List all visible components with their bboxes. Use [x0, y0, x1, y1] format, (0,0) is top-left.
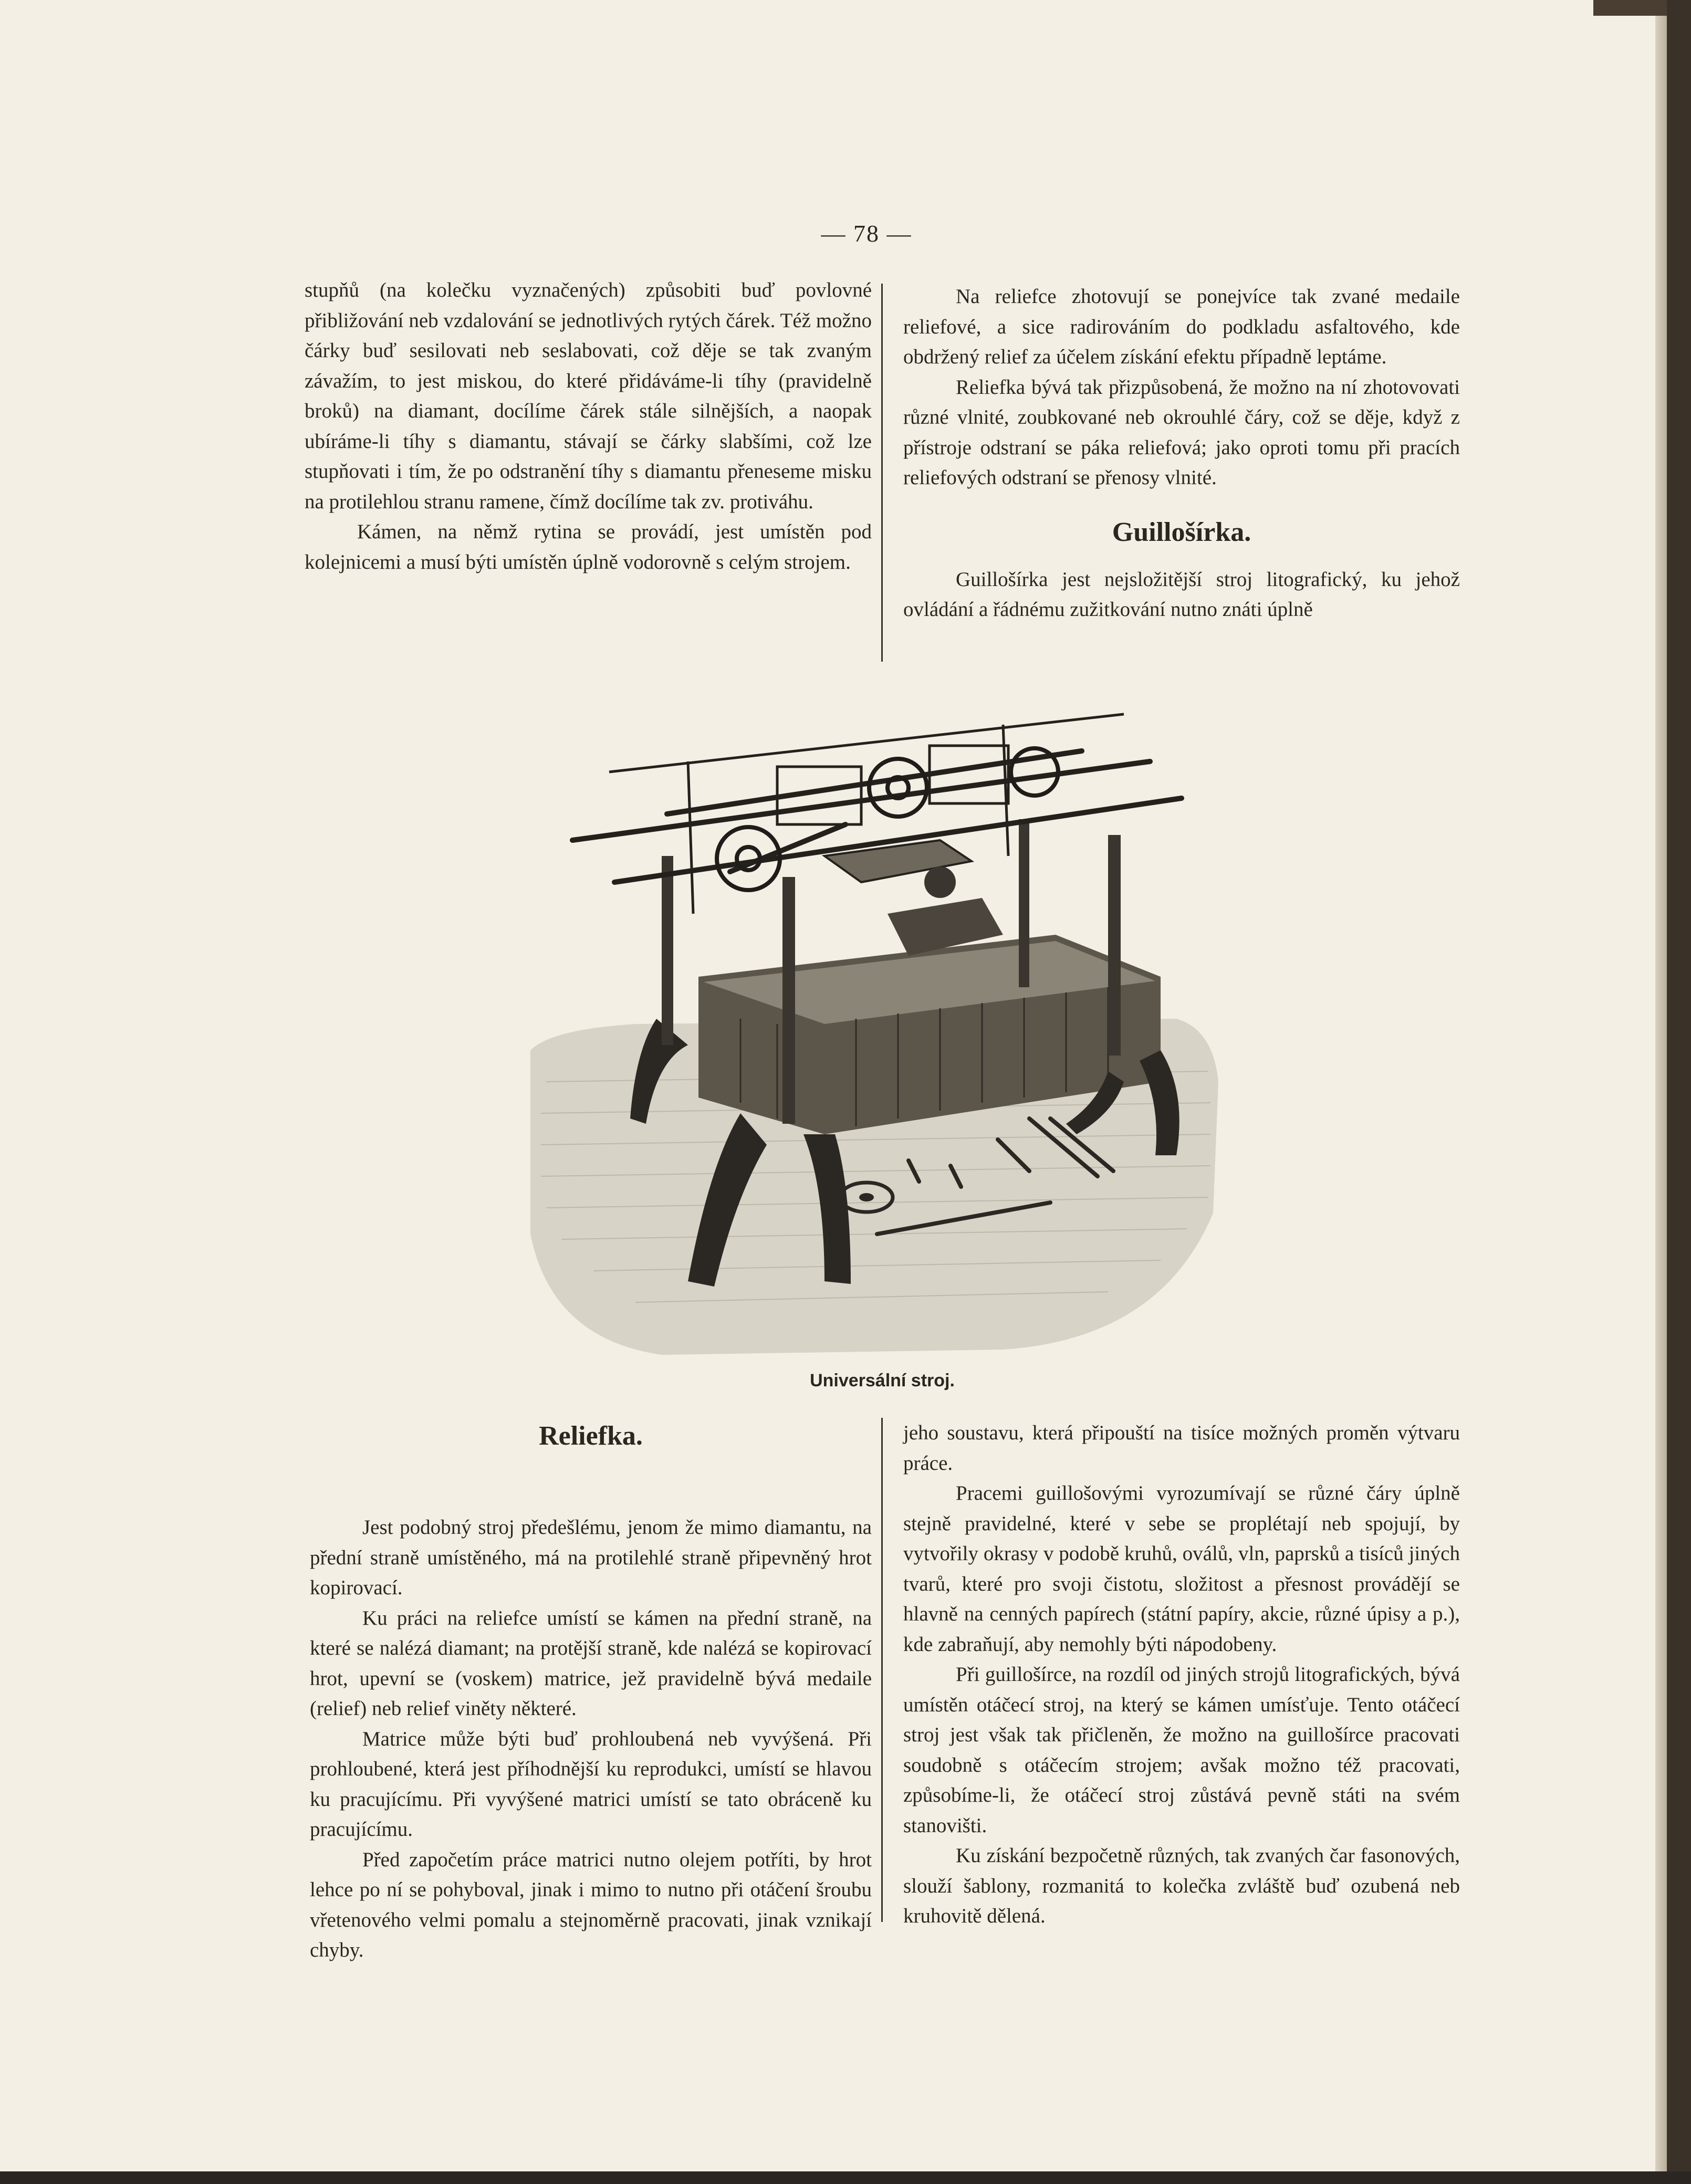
universal-machine-engraving	[530, 683, 1229, 1371]
page-edge-right	[1667, 0, 1691, 2184]
left-column-bottom	[310, 1418, 872, 1966]
page-fold-shadow	[1655, 0, 1667, 2184]
paragraph: Jest podobný stroj předešlému, jenom že mimo diamantu, na přední straně umístěného, má na protilehlé straně připevněný hrot kopirovací.	[310, 1516, 872, 1599]
page-number: — 78 —	[821, 220, 912, 247]
paragraph: Při guillošírce, na rozdíl od jiných strojů litografických, bývá umístěn otáčecí stroj, na který se kámen umísťuje. Tento otáčecí stroj jest však tak přičleněn, že možno na guillošírce pracovati soudobně s otáčecím strojem; avšak možno též pracovati, způsobíme-li, že otáčecí stroj zůstává pevně státi na svém stanovišti.	[903, 1663, 1460, 1837]
paragraph: Kámen, na němž rytina se provádí, jest umístěn pod kolejnicemi a musí býti umístěn úplně vodorovně s celým strojem.	[305, 520, 872, 573]
paragraph: Na reliefce zhotovují se ponejvíce tak zvané medaile reliefové, a sice radirováním do podkladu asfaltového, kde obdržený relief za účelem získání efektu případně leptáme.	[903, 285, 1460, 368]
right-column-top	[903, 281, 1460, 625]
column-divider-top	[881, 284, 883, 662]
machine-illustration	[530, 683, 1229, 1371]
paragraph: Ku získání bezpočetně různých, tak zvaných čar fasonových, slouží šablony, rozmanitá to kolečka zvláště buď ozubená neb kruhovitě dělená.	[903, 1844, 1460, 1927]
paragraph: Pracemi guillošovými vyrozumívají se různé čáry úplně stejně pravidelné, které v sebe se proplétají neb spojují, by vytvořily okrasy v podobě kruhů, oválů, vln, paprsků a tisíců jiných tvarů, které pro svoji čistotu, složitost a přesnost provádějí se hlavně na cenných papírech (státní papíry, akcie, různé úpisy a p.), kde zabraňují, aby nemohly býti nápodobeny.	[903, 1482, 1460, 1656]
paragraph: Ku práci na reliefce umístí se kámen na přední straně, na které se nalézá diamant; na protější straně, kde nalézá se kopirovací hrot, upevní se (voskem) matrice, jež pravidelně bývá medaile (relief) neb relief viněty některé.	[310, 1606, 872, 1720]
page-edge-bottom	[0, 2171, 1691, 2184]
section-heading-reliefka: Reliefka.	[539, 1421, 643, 1451]
page-edge-top-corner	[1593, 0, 1667, 16]
paragraph: Matrice může býti buď prohloubená neb vyvýšená. Při prohloubené, která jest příhodnější ku reprodukci, umístí se hlavou ku pracujícímu. Při vyvýšené matrici umístí se tato obráceně ku pracujícímu.	[310, 1727, 872, 1841]
paragraph: Reliefka bývá tak přizpůsobená, že možno na ní zhotovovati různé vlnité, zoubkované neb okrouhlé čáry, což se děje, když z přístroje odstraní se páka reliefová; jako oproti tomu při pracích reliefových odstraní se přenosy vlnité.	[903, 375, 1460, 489]
section-heading-guillosirka: Guillošírka.	[1112, 517, 1251, 547]
paragraph: Guillošírka jest nejsložitější stroj litografický, ku jehož ovládání a řádnému zužitkování nutno znáti úplně	[903, 568, 1460, 621]
column-divider-bottom	[881, 1418, 883, 1922]
figure-caption: Universální stroj.	[810, 1371, 955, 1391]
paragraph: stupňů (na kolečku vyznačených) způsobiti buď povlovné přibližování neb vzdalování se jednotlivých rytých čárek. Též možno čárky buď sesilovati neb seslabovati, což děje se tak zvaným závažím, to jest miskou, do které přidáváme-li tíhy (pravidelně broků) na diamant, docílíme čárek stále silnějších, a naopak ubíráme-li tíhy s diamantu, stávají se čárky slabšími, což lze stupňovati i tím, že po odstranění tíhy s diamantu přeneseme misku na protilehlou stranu ramene, čímž docílíme tak zv. protiváhu.	[305, 279, 872, 513]
right-column-bottom	[903, 1418, 1460, 1931]
left-column-top	[305, 275, 872, 577]
paragraph: jeho soustavu, která připouští na tisíce možných proměn výtvaru práce.	[903, 1422, 1460, 1475]
paragraph: Před započetím práce matrici nutno olejem potříti, by hrot lehce po ní se pohyboval, jinak i mimo to nutno při otáčení šroubu vřetenového velmi pomalu a stejnoměrně pracovati, jinak vznikají chyby.	[310, 1848, 872, 1961]
